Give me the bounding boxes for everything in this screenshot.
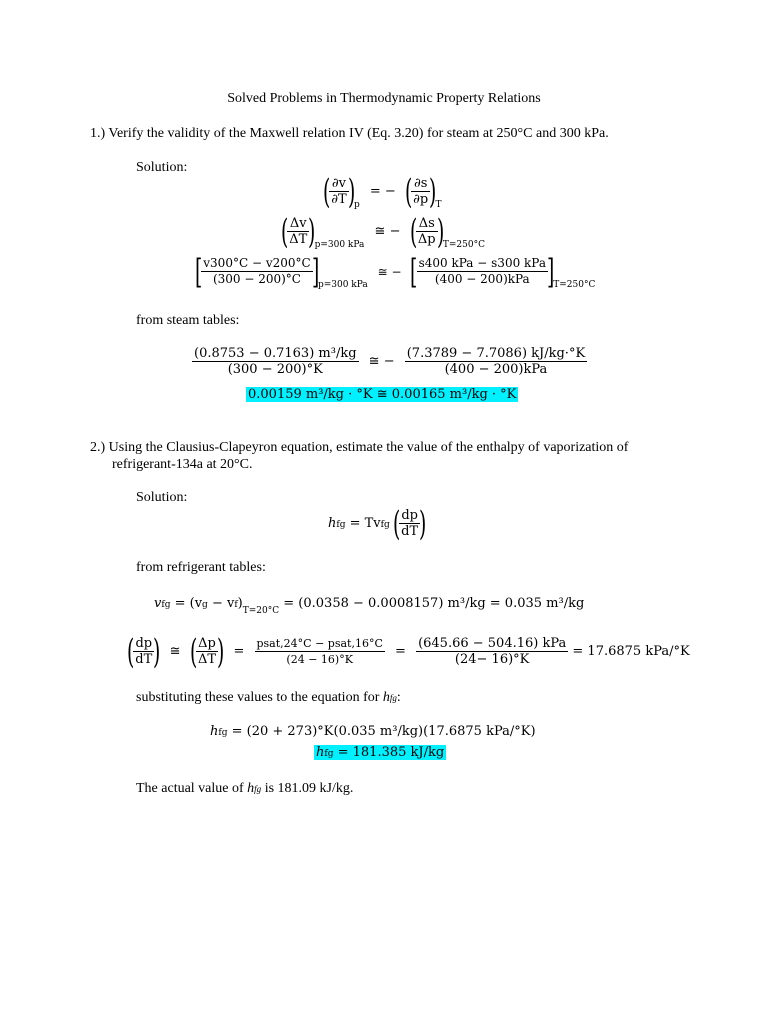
vfg-minus: − v (207, 596, 235, 611)
dpdt-rhs: = 17.6875 kPa/°K (572, 644, 690, 659)
result-sub: fg (324, 749, 334, 759)
vfg-lhs-sub: fg (161, 600, 171, 610)
eq4-den-left: (300 − 200)°K (227, 362, 323, 377)
finite-difference-equation: ( $\frac{\Delta v}{\Delta T}$ )$_{p=300 kPa}$ ≅ − ( $\frac{\Delta s}{\Delta p}$ )$_{T=250^\circ C}$ (280, 211, 485, 252)
vfg-lhs: v (154, 596, 162, 611)
dpdt-d2: ΔT (197, 652, 217, 667)
dp-dt-equation: ( $\frac{dp}{dT}$ ) ≅ ( $\frac{\Delta p}{\Delta T}$ ) = $\frac{\text{psat,24°C − psat,16°C}}{(24 - 16)^\circ K}$ = $\frac{\text{(645.66 − 504.16) kPa}}{(24- 16)^\circ K}$ = 17.6875 kPa/°K (126, 631, 690, 672)
eq3-num-left: v300°C − v200°C (203, 256, 311, 270)
dpdt-d4: (24− 16)°K (454, 652, 530, 667)
eq1-num-left: ∂v (329, 176, 348, 192)
eq3-num-right: s400 kPa − s300 kPa (418, 256, 546, 270)
problem1-result-highlight: 0.00159 m³/kg · °K ≅ 0.00165 m³/kg · °K (248, 387, 517, 402)
steam-tables-label: from steam tables: (136, 313, 240, 328)
hfg-den: dT (401, 524, 419, 539)
calc-lhs: h (210, 724, 219, 739)
dpdt-rel1: ≅ (169, 644, 181, 659)
maxwell-equation: ( $\frac{\partial v}{\partial T}$ )$_p$ = − ( $\frac{\partial s}{\partial p}$ )$_T$ (322, 171, 442, 212)
dpdt-rel2: = (233, 644, 245, 659)
hfg-rhs-sub: fg (380, 520, 390, 530)
actual-sub: fg (254, 784, 262, 794)
eq2-num-right: Δs (416, 216, 438, 232)
vfg-g-sub: g (202, 600, 208, 610)
substituting-sym: h (382, 690, 390, 705)
actual-value-text (136, 781, 353, 797)
eq1-rel: = − (369, 184, 396, 199)
eq3-sub-left: p=300 kPa (317, 280, 368, 290)
substituting-text (136, 690, 401, 706)
eq3-rel: ≅ − (377, 264, 402, 279)
eq2-rel: ≅ − (374, 224, 401, 239)
eq1-den-right: ∂p (413, 192, 429, 207)
eq4-num-left: (0.8753 − 0.7163) m³/kg (194, 346, 357, 361)
problem1-solution-label: Solution: (136, 160, 188, 175)
eq2-sub-T: T=250°C (442, 240, 485, 250)
problem2-result (314, 745, 446, 760)
problem2-statement-line1: 2.) Using the Clausius-Clapeyron equation, estimate the value of the enthalpy of vaporization of (90, 440, 629, 455)
eq2-den-right: Δp (417, 232, 436, 247)
result-lhs: h (316, 745, 325, 760)
refrigerant-tables-label: from refrigerant tables: (136, 560, 266, 575)
vfg-cond: T=20°C (242, 606, 280, 616)
vfg-equation (154, 596, 584, 616)
problem2-solution-label: Solution: (136, 490, 188, 505)
dpdt-n4: (645.66 − 504.16) kPa (418, 636, 567, 651)
problem2-statement-line2: refrigerant-134a at 20°C. (112, 457, 253, 472)
problem2-result-highlight (314, 745, 446, 760)
vfg-mid: = (v (174, 596, 203, 611)
calc-rhs: = (20 + 273)°K(0.035 m³/kg)(17.6875 kPa/°K) (231, 724, 536, 739)
vfg-close: ) (237, 596, 243, 611)
vfg-rhs: = (0.0358 − 0.0008157) m³/kg = 0.035 m³/kg (283, 596, 585, 611)
eq4-num-right: (7.3789 − 7.7086) kJ/kg·°K (406, 346, 586, 361)
dpdt-d3: (24 − 16)°K (286, 653, 353, 666)
numeric-substitution-equation (192, 346, 587, 377)
hfg-rhs: = Tv (349, 516, 381, 531)
hfg-lhs-sub: fg (336, 520, 346, 530)
eq3-den-right: (400 − 200)kPa (434, 272, 530, 286)
substituting-end: : (396, 690, 401, 705)
table-difference-equation: [ $\frac{v300^\circ C - v200^\circ C}{(300 - 200)^\circ C}$ ]$_{p=300 kPa}$ ≅ − [ $\frac{\text{s400 kPa − s300 kPa}}{\text{(400 − 200)kPa}}$ ]$_{T=250^\circ C}$ (194, 251, 596, 292)
vfg-f-sub: f (234, 600, 238, 610)
eq1-den-left: ∂T (331, 192, 347, 207)
actual-pre: The actual value of (136, 781, 248, 796)
actual-sym: h (247, 781, 255, 796)
eq2-den-left: ΔT (289, 232, 308, 247)
dpdt-n2: Δp (196, 636, 218, 652)
eq1-sub-T: T (435, 200, 442, 210)
substituting-sub: fg (389, 693, 397, 703)
eq1-sub-p: p (353, 200, 360, 210)
calc-lhs-sub: fg (218, 728, 228, 738)
eq4-den-right: (400 − 200)kPa (444, 362, 548, 377)
dpdt-n3: psat,24°C − psat,16°C (256, 637, 383, 650)
result-rhs: = 181.385 kJ/kg (333, 745, 445, 760)
dpdt-d1: dT (135, 652, 153, 667)
eq4-rel: ≅ − (368, 354, 395, 369)
problem1-result (246, 387, 518, 402)
dpdt-rel3: = (395, 644, 406, 659)
hfg-lhs: h (328, 516, 337, 531)
eq2-num-left: Δv (287, 216, 309, 232)
actual-post: is 181.09 kJ/kg. (261, 781, 354, 796)
substituting-text-body: substituting these values to the equation for (136, 690, 383, 705)
page-title: Solved Problems in Thermodynamic Property Relations (227, 91, 541, 106)
dpdt-n1: dp (133, 636, 154, 652)
eq3-den-left: (300 − 200)°C (212, 272, 301, 286)
problem1-statement: 1.) Verify the validity of the Maxwell relation IV (Eq. 3.20) for steam at 250°C and 300 kPa. (90, 126, 609, 141)
hfg-num: dp (399, 508, 420, 524)
eq3-sub-right: T=250°C (553, 280, 596, 290)
clausius-clapeyron-equation: hfg = Tvfg ( $\frac{dp}{dT}$ ) (328, 503, 427, 544)
eq1-num-right: ∂s (411, 176, 430, 192)
hfg-calculation (210, 724, 536, 739)
eq2-sub-p: p=300 kPa (314, 240, 365, 250)
